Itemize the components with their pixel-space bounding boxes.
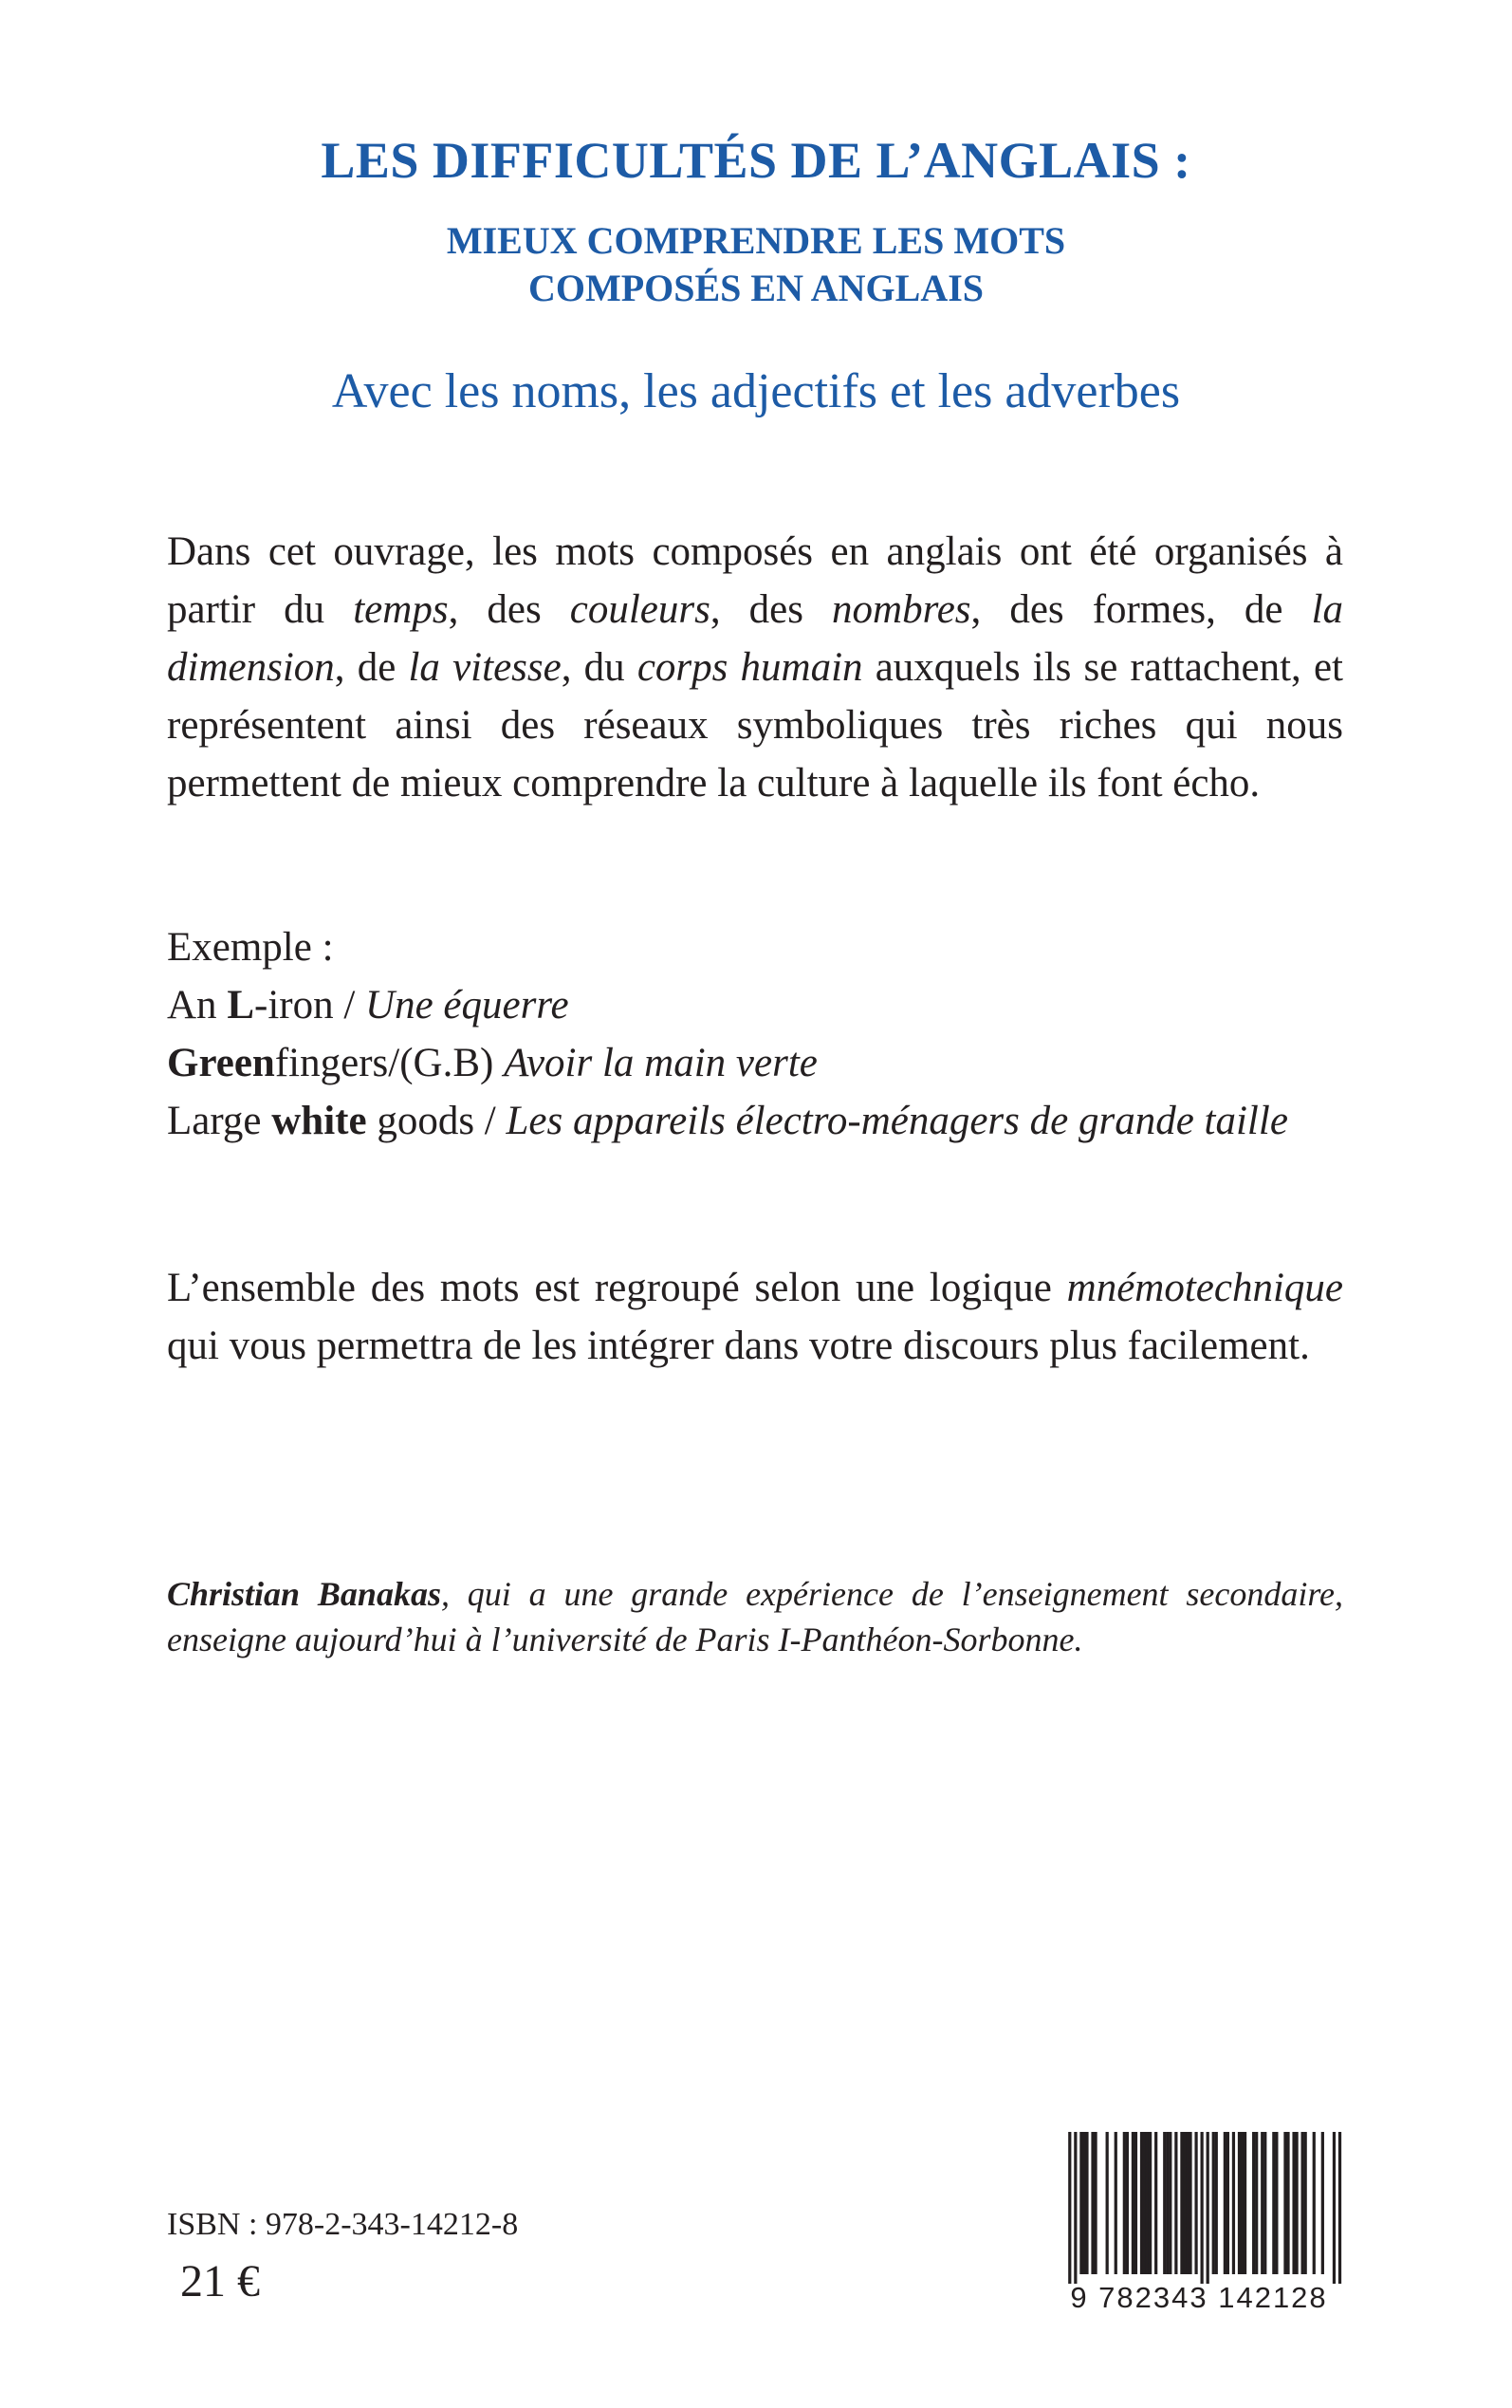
barcode-bar bbox=[1275, 2132, 1278, 2274]
barcode-bar bbox=[1079, 2132, 1082, 2274]
barcode-bar bbox=[1304, 2132, 1307, 2274]
barcode-bar bbox=[1333, 2132, 1336, 2284]
barcode-bar bbox=[1169, 2132, 1171, 2274]
barcode-bar bbox=[1226, 2132, 1229, 2274]
barcode-bar bbox=[1295, 2132, 1298, 2274]
book-tagline: Avec les noms, les adjectifs et les adverbes bbox=[331, 364, 1181, 418]
barcode-bar bbox=[1186, 2132, 1189, 2274]
author-bio: Christian Banakas, qui a une grande expérience de l’enseignement secondaire, enseigne aujourd’hui à l’université de Paris I-Panthéon-Sorbonne. bbox=[167, 1575, 1344, 1658]
barcode-bar bbox=[1263, 2132, 1266, 2274]
barcode-bar bbox=[1180, 2132, 1183, 2274]
example-3: Large white goods / Les appareils électro-ménagers de grande taille bbox=[167, 1099, 1288, 1143]
barcode-bar bbox=[1261, 2132, 1263, 2274]
barcode-bar bbox=[1091, 2132, 1094, 2274]
barcode-bar bbox=[1272, 2132, 1275, 2274]
barcode-bar bbox=[1143, 2132, 1146, 2274]
barcode-bar bbox=[1232, 2132, 1235, 2274]
isbn-text: ISBN : 978-2-343-14212-8 bbox=[167, 2207, 519, 2242]
barcode-bar bbox=[1255, 2132, 1258, 2274]
barcode-bars-icon bbox=[1051, 2132, 1347, 2284]
barcode-bar bbox=[1149, 2132, 1152, 2274]
barcode-bar bbox=[1115, 2132, 1117, 2274]
barcode-bar bbox=[1313, 2132, 1316, 2274]
barcode-bar bbox=[1134, 2132, 1137, 2274]
barcode-bar bbox=[1244, 2132, 1246, 2274]
intro-paragraph: Dans cet ouvrage, les mots composés en anglais ont été organisés à partir du temps, des couleurs, des nombres, des formes, de la dimension, de la vitesse, du corps humain auxquels ils se rattachent, et représentent ainsi des réseaux symboliques très riches qui nous permettent de mieux comprendre la culture à laquelle ils font écho. bbox=[167, 529, 1344, 806]
barcode-bar bbox=[1166, 2132, 1169, 2274]
barcode-bar bbox=[1154, 2132, 1157, 2274]
example-2: Greenfingers/(G.B) Avoir la main verte bbox=[167, 1041, 818, 1085]
closing-paragraph: L’ensemble des mots est regroupé selon une logique mnémotechnique qui vous permettra de les intégrer dans votre discours plus facilement. bbox=[167, 1266, 1343, 1368]
barcode-bar bbox=[1283, 2132, 1286, 2274]
examples-block bbox=[167, 918, 1343, 1150]
book-subtitle-line-2: COMPOSÉS EN ANGLAIS bbox=[527, 267, 985, 309]
barcode-bar bbox=[1174, 2132, 1177, 2274]
barcode-bar bbox=[1163, 2132, 1166, 2274]
barcode-bar bbox=[1215, 2132, 1218, 2274]
barcode-bar bbox=[1194, 2132, 1197, 2274]
barcode-bar bbox=[1082, 2132, 1085, 2274]
examples-label: Exemple : bbox=[167, 925, 334, 970]
barcode-bar bbox=[1292, 2132, 1295, 2274]
author-name: Christian Banakas bbox=[167, 1575, 441, 1613]
barcode-bar bbox=[1068, 2132, 1071, 2284]
barcode-bar bbox=[1183, 2132, 1186, 2274]
barcode-bar bbox=[1094, 2132, 1097, 2274]
barcode bbox=[1051, 2132, 1347, 2315]
barcode-bar bbox=[1241, 2132, 1244, 2274]
barcode-bar bbox=[1085, 2132, 1088, 2274]
book-title: LES DIFFICULTÉS DE L’ANGLAIS : bbox=[321, 132, 1191, 189]
barcode-bar bbox=[1224, 2132, 1226, 2274]
barcode-bar bbox=[1201, 2132, 1204, 2284]
barcode-bar bbox=[1123, 2132, 1126, 2274]
barcode-bar bbox=[1252, 2132, 1255, 2274]
price-text: 21 € bbox=[180, 2256, 260, 2306]
barcode-bar bbox=[1126, 2132, 1129, 2274]
barcode-bar bbox=[1338, 2132, 1341, 2284]
barcode-bar bbox=[1301, 2132, 1304, 2274]
barcode-digits: 9 782343 142128 bbox=[1070, 2281, 1328, 2314]
barcode-bar bbox=[1146, 2132, 1149, 2274]
barcode-bar bbox=[1189, 2132, 1191, 2274]
book-subtitle-line-1: MIEUX COMPRENDRE LES MOTS bbox=[446, 219, 1066, 262]
barcode-bar bbox=[1106, 2132, 1109, 2274]
barcode-bar bbox=[1207, 2132, 1209, 2284]
barcode-bar bbox=[1286, 2132, 1289, 2274]
barcode-bar bbox=[1238, 2132, 1241, 2274]
barcode-bar bbox=[1212, 2132, 1215, 2274]
barcode-bar bbox=[1140, 2132, 1143, 2274]
barcode-bar bbox=[1132, 2132, 1134, 2274]
barcode-bar bbox=[1321, 2132, 1324, 2274]
example-1: An L-iron / Une équerre bbox=[167, 983, 569, 1028]
barcode-bar bbox=[1074, 2132, 1077, 2284]
